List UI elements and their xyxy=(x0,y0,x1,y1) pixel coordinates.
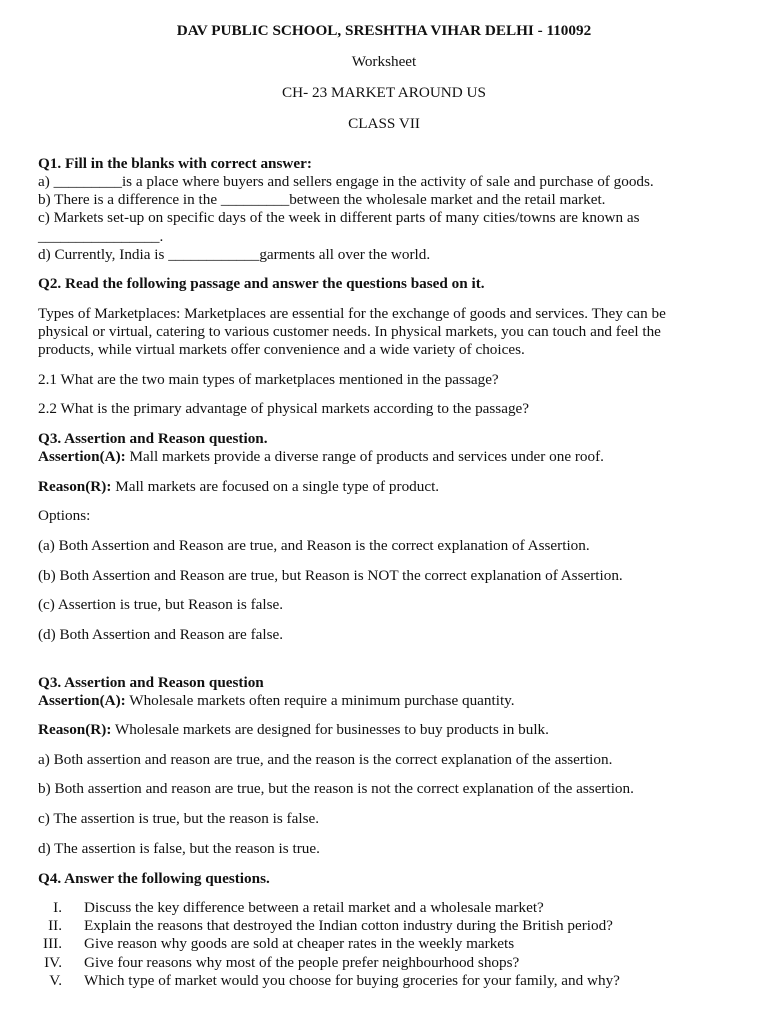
q4-item-2-number: II. xyxy=(48,917,62,934)
q3a-option-b: (b) Both Assertion and Reason are true, but Reason is NOT the correct explanation of Assertion. xyxy=(38,567,623,584)
q4-item-3-number: III. xyxy=(43,935,62,952)
q3a-option-c: (c) Assertion is true, but Reason is false. xyxy=(38,596,284,613)
q4-item-5-text: Which type of market would you choose for buying groceries for your family, and why? xyxy=(84,972,620,989)
q1-d: d) Currently, India is ____________garments all over the world. xyxy=(38,246,431,263)
q3b-title: Q3. Assertion and Reason question xyxy=(38,674,264,691)
q1-b: b) There is a difference in the _________between the wholesale market and the retail market. xyxy=(38,191,606,208)
q4-item-5-number: V. xyxy=(49,972,62,989)
q3b-option-c: c) The assertion is true, but the reason is false. xyxy=(38,810,320,827)
q4-item-4-number: IV. xyxy=(44,954,62,971)
q4-item-4-text: Give four reasons why most of the people prefer neighbourhood shops? xyxy=(84,954,520,971)
q3b-option-a: a) Both assertion and reason are true, and the reason is the correct explanation of the assertion. xyxy=(38,751,613,768)
q1-c-line2: ________________. xyxy=(38,228,164,245)
q1-a: a) _________is a place where buyers and sellers engage in the activity of sale and purchase of goods. xyxy=(38,173,654,190)
q2-passage-line1: Types of Marketplaces: Marketplaces are essential for the exchange of goods and services. They can be xyxy=(38,305,666,322)
q1-c-line1: c) Markets set-up on specific days of the week in different parts of many cities/towns are known as xyxy=(38,209,640,226)
q4-item-3-text: Give reason why goods are sold at cheaper rates in the weekly markets xyxy=(84,935,515,952)
q3a-option-a: (a) Both Assertion and Reason are true, and Reason is the correct explanation of Assertion. xyxy=(38,537,590,554)
reason-label: Reason(R): xyxy=(38,721,112,738)
assertion-label: Assertion(A): xyxy=(38,448,126,465)
q2-1-question: 2.1 What are the two main types of marketplaces mentioned in the passage? xyxy=(38,371,499,388)
q3a-assertion xyxy=(38,448,604,466)
q3b-option-d: d) The assertion is false, but the reason is true. xyxy=(38,840,320,857)
assertion-text: Mall markets provide a diverse range of products and services under one roof. xyxy=(125,448,604,465)
q2-passage-line2: physical or virtual, catering to various customer needs. In physical markets, you can touch and feel the xyxy=(38,323,661,340)
class-label: CLASS VII xyxy=(348,115,420,132)
reason-text: Mall markets are focused on a single type of product. xyxy=(111,478,440,495)
reason-text: Wholesale markets are designed for businesses to buy products in bulk. xyxy=(111,721,549,738)
q3b-option-b: b) Both assertion and reason are true, but the reason is not the correct explanation of the assertion. xyxy=(38,780,634,797)
assertion-text: Wholesale markets often require a minimum purchase quantity. xyxy=(125,692,515,709)
q3a-reason xyxy=(38,478,439,496)
q2-2-question: 2.2 What is the primary advantage of physical markets according to the passage? xyxy=(38,400,530,417)
q4-item-2-text: Explain the reasons that destroyed the Indian cotton industry during the British period? xyxy=(84,917,613,934)
q1-title: Q1. Fill in the blanks with correct answer: xyxy=(38,155,312,172)
q3a-title: Q3. Assertion and Reason question. xyxy=(38,430,268,447)
doc-type: Worksheet xyxy=(351,53,417,70)
q2-title: Q2. Read the following passage and answer the questions based on it. xyxy=(38,275,485,292)
q4-item-1-text: Discuss the key difference between a retail market and a wholesale market? xyxy=(84,899,544,916)
q3a-option-d: (d) Both Assertion and Reason are false. xyxy=(38,626,284,643)
q4-title: Q4. Answer the following questions. xyxy=(38,870,270,887)
chapter-title: CH- 23 MARKET AROUND US xyxy=(282,84,486,101)
q3b-assertion xyxy=(38,692,515,710)
q3b-reason xyxy=(38,721,549,739)
q4-item-1-number: I. xyxy=(53,899,62,916)
reason-label: Reason(R): xyxy=(38,478,112,495)
school-name: DAV PUBLIC SCHOOL, SRESHTHA VIHAR DELHI - 110092 xyxy=(176,22,592,39)
q2-passage-line3: products, while virtual markets offer convenience and a wide variety of choices. xyxy=(38,341,525,358)
q3a-options-label: Options: xyxy=(38,507,91,524)
assertion-label: Assertion(A): xyxy=(38,692,126,709)
